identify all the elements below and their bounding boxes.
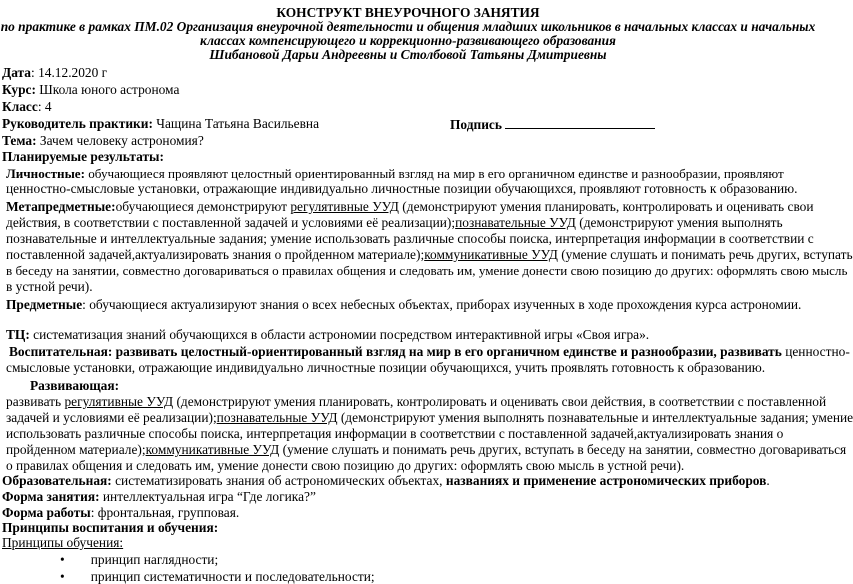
dev-line1 bbox=[6, 394, 826, 409]
subject-line bbox=[6, 297, 801, 312]
meta-text4a: поставленной задачей,актуализировать знания о пройденном материале); bbox=[6, 247, 425, 262]
dev-text4b: (умение слушать и понимать речь других, вступать в беседу на занятии, совместно договариваться bbox=[279, 442, 847, 457]
edu-line1 bbox=[9, 344, 850, 359]
dev-text2b: (демонстрируют умения выполнять познавательные и интеллектуальные задания; умение bbox=[337, 410, 853, 425]
dev-line5: о правилах общения и следовать им, умение донести свою позицию до других: оформлять свою мысль в устной речи). bbox=[6, 458, 685, 473]
meta-text2b: (демонстрируют умения выполнять bbox=[575, 215, 783, 230]
meta-text2a: действия, в соответствии с поставленной задачей и условиями её реализации); bbox=[6, 215, 456, 230]
personal-text1: обучающиеся проявляют целостный ориентированный взгляд на мир в его органичном единстве и разнообразии, проявляют bbox=[84, 166, 784, 181]
subject-value: : обучающиеся актуализируют знания о всех небесных объектах, приборах изученных в ходе прохождения курса астрономии. bbox=[82, 297, 802, 312]
date-value: : 14.12.2020 г bbox=[31, 65, 108, 80]
meta-line3: познавательные и интеллектуальные задания; умение использовать различные способы поиска, интерпретация информации в соответствии с bbox=[6, 231, 814, 246]
class-value: : 4 bbox=[37, 99, 52, 114]
class-line bbox=[2, 99, 52, 114]
meta-text1a: обучающиеся демонстрируют bbox=[115, 199, 291, 214]
dev-text4a: пройденном материале); bbox=[6, 442, 146, 457]
results-heading: Планируемые результаты: bbox=[2, 149, 164, 164]
dev-label: Развивающая: bbox=[30, 378, 120, 393]
meta-label: Метапредметные: bbox=[6, 199, 116, 214]
ed-label: Образовательная: bbox=[2, 473, 112, 488]
dev-text1b: (демонстрируют умения планировать, контролировать и оценивать свои действия, в соответствии с поставленной bbox=[173, 394, 827, 409]
meta-line1 bbox=[6, 199, 814, 214]
document-authors: Шибановой Дарьи Андреевны и Столбовой Татьяны Дмитриевны bbox=[209, 47, 607, 62]
meta-line4 bbox=[6, 247, 853, 262]
edu-label: Воспитательная: bbox=[9, 344, 113, 359]
principle-item-text: принцип наглядности; bbox=[90, 552, 219, 567]
ed-end: . bbox=[766, 473, 770, 488]
document-subtitle-line1: по практике в рамках ПМ.02 Организация внеурочной деятельности и общения младших школьников в начальных классах и начальных bbox=[0, 19, 816, 34]
personal-line2: ценностно-смысловые установки, отражающие индивидуально личностные позиции обучающихся, проявляют готовность к образованию. bbox=[6, 181, 798, 196]
principle-item bbox=[60, 552, 218, 567]
tc-value: систематизация знаний обучающихся в области астрономии посредством интерактивной игры «Своя игра». bbox=[29, 327, 650, 342]
meta-line6: в устной речи). bbox=[6, 279, 93, 294]
principle-item bbox=[60, 569, 375, 584]
principles-subheading: Принципы обучения: bbox=[2, 535, 124, 550]
form-value: интеллектуальная игра “Где логика?” bbox=[99, 489, 316, 504]
signature-label: Подпись bbox=[450, 117, 502, 132]
edu-tail: ценностно- bbox=[781, 344, 850, 359]
topic-label: Тема: bbox=[2, 133, 37, 148]
course-line bbox=[2, 82, 179, 97]
supervisor-line bbox=[2, 116, 319, 131]
supervisor-label: Руководитель практики: bbox=[2, 116, 153, 131]
form-line bbox=[2, 489, 316, 504]
tc-label: ТЦ: bbox=[6, 327, 30, 342]
meta-line5: в беседу на занятии, совместно договариваться о правилах общения и следовать им, умение донести свою позицию до других: оформлять свою мысль bbox=[6, 263, 848, 278]
course-label: Курс: bbox=[2, 82, 36, 97]
dev-line3: использовать различные способы поиска, интерпретация информации в соответствии с поставленной задачей,актуализировать знания о bbox=[6, 426, 784, 441]
bullet-icon: • bbox=[60, 569, 65, 584]
dev-communicative: коммуникативные УУД bbox=[145, 442, 280, 457]
dev-regulative: регулятивные УУД bbox=[64, 394, 174, 409]
dev-line2 bbox=[6, 410, 853, 425]
ed-value: систематизировать знания об астрономических объектах, bbox=[111, 473, 446, 488]
work-value: : фронтальная, групповая. bbox=[90, 505, 240, 520]
principle-item-text: принцип систематичности и последовательности; bbox=[90, 569, 375, 584]
dev-text1a: развивать bbox=[6, 394, 65, 409]
topic-value: Зачем человеку астрономия? bbox=[36, 133, 204, 148]
signature-blank bbox=[505, 116, 655, 129]
document-title: КОНСТРУКТ ВНЕУРОЧНОГО ЗАНЯТИЯ bbox=[276, 5, 540, 20]
signature-line bbox=[450, 116, 655, 132]
class-label: Класс bbox=[2, 99, 38, 114]
document-subtitle-line2: классах компенсирующего и коррекционно-развивающего образования bbox=[200, 33, 616, 48]
form-label: Форма занятия: bbox=[2, 489, 100, 504]
course-value: Школа юного астронома bbox=[35, 82, 180, 97]
date-label: Дата bbox=[2, 65, 31, 80]
work-label: Форма работы bbox=[2, 505, 91, 520]
meta-regulative: регулятивные УУД bbox=[290, 199, 399, 214]
supervisor-value: Чащина Татьяна Васильевна bbox=[152, 116, 320, 131]
ed-bold: названиях и применение астрономических приборов bbox=[445, 473, 767, 488]
principles-heading: Принципы воспитания и обучения: bbox=[2, 520, 219, 535]
dev-line4 bbox=[6, 442, 846, 457]
ed-line bbox=[2, 473, 770, 488]
edu-line2: смысловые установки, отражающие индивидуально личностные позиции обучающихся, учить проявлять готовность к образованию. bbox=[6, 360, 766, 375]
meta-text4b: (умение слушать и понимать речь других, вступать bbox=[557, 247, 853, 262]
dev-cognitive: познавательные УУД bbox=[216, 410, 338, 425]
topic-line bbox=[2, 133, 204, 148]
dev-text2a: задачей и условиями её реализации); bbox=[6, 410, 217, 425]
personal-line1 bbox=[6, 166, 784, 181]
meta-line2 bbox=[6, 215, 783, 230]
bullet-icon: • bbox=[60, 552, 65, 567]
meta-cognitive: познавательные УУД bbox=[455, 215, 576, 230]
personal-label: Личностные: bbox=[6, 166, 85, 181]
edu-bold: развивать целостный-ориентированный взгляд на мир в его органичном единстве и разнообразии, развивать bbox=[112, 344, 782, 359]
tc-line bbox=[6, 327, 649, 342]
work-line bbox=[2, 505, 239, 520]
subject-label: Предметные bbox=[6, 297, 83, 312]
meta-text1b: (демонстрируют умения планировать, контролировать и оценивать свои bbox=[398, 199, 814, 214]
date-line bbox=[2, 65, 107, 80]
meta-communicative: коммуникативные УУД bbox=[424, 247, 558, 262]
